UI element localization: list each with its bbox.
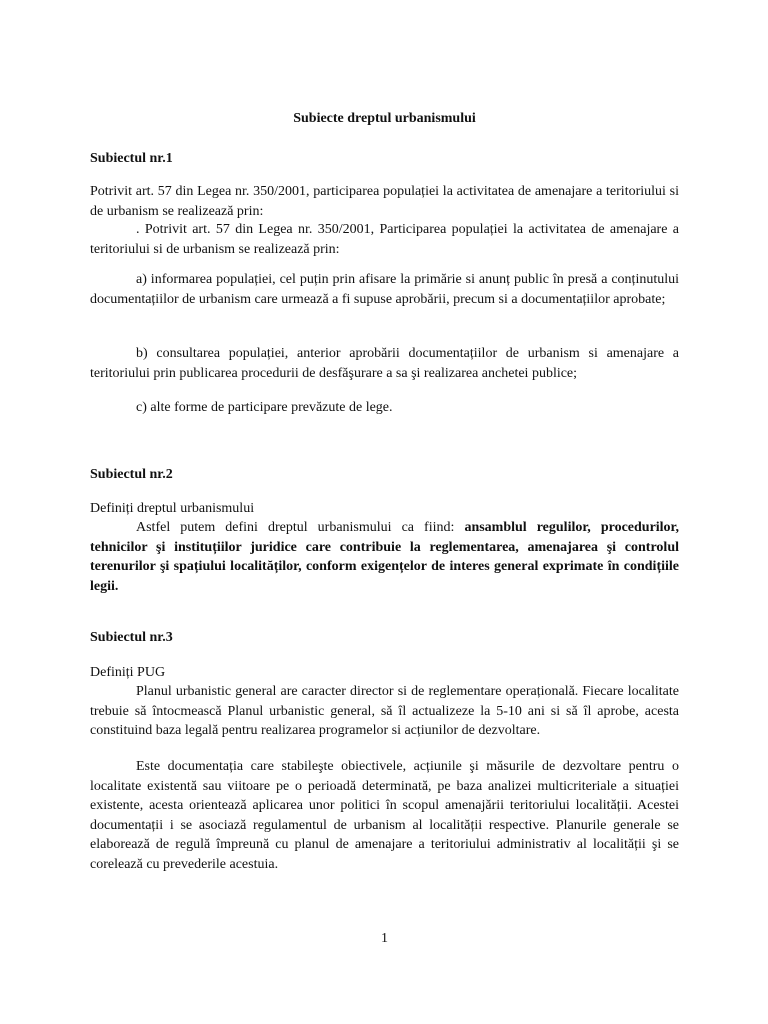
- section-1-repeat: . Potrivit art. 57 din Legea nr. 350/2001, Participarea populației la activitatea de amenajare a teritoriului si de urbanism se realizează prin:: [90, 222, 679, 257]
- section-1-heading: Subiectul nr.1: [90, 151, 173, 166]
- section-3-paragraph-1: Planul urbanistic general are caracter director si de reglementare operațională. Fiecare localitate trebuie să întocmească Planul urbanistic general, să îl actualizeze la 5-10 ani si să îl aprobe, acesta constituind baza legală pentru realizarea programelor si acțiunilor de dezvoltare.: [90, 684, 679, 738]
- section-1-item-b: b) consultarea populației, anterior aprobării documentațiilor de urbanism si amenajare a teritoriului prin publicarea procedurii de desfăşurare a sa şi realizarea anchetei publice;: [90, 346, 679, 381]
- section-2-answer-lead: Astfel putem defini dreptul urbanismului ca fiind:: [136, 520, 465, 535]
- section-2-answer-definition: ansamblul regulilor, procedurilor, tehnicilor şi instituțiilor juridice care contribuie la reglementarea, amenajarea şi controlul terenurilor şi spațiului localităților, conform exigențelor de interes general exprimate în condițiile legii.: [90, 520, 679, 594]
- section-1-item-a: a) informarea populației, cel puțin prin afisare la primărie si anunț public în presă a conținutului documentațiilor de urbanism care urmează a fi supuse aprobării, precum si a documentațiilor aprobate;: [90, 272, 679, 307]
- section-1-item-c: c) alte forme de participare prevăzute de lege.: [136, 400, 393, 415]
- section-2-heading: Subiectul nr.2: [90, 467, 173, 482]
- section-3-heading: Subiectul nr.3: [90, 630, 173, 645]
- section-3-question: Definiți PUG: [90, 665, 166, 680]
- section-2-answer: [90, 518, 679, 596]
- section-1-intro: Potrivit art. 57 din Legea nr. 350/2001, participarea populației la activitatea de amenajare a teritoriului si de urbanism se realizează prin:: [90, 184, 679, 219]
- document-title: Subiecte dreptul urbanismului: [293, 111, 476, 126]
- section-2-question: Definiți dreptul urbanismului: [90, 501, 255, 516]
- page-number: 1: [381, 931, 388, 946]
- section-3-paragraph-2: Este documentația care stabileşte obiectivele, acțiunile şi măsurile de dezvoltare pentru o localitate existentă sau viitoare pe o perioadă determinată, pe baza analizei multicriteriale a situației existente, acesta orientează aplicarea unor politici în scopul amenajării teritoriului localității. Acestei documentații i se asociază regulamentul de urbanism al localității respective. Planurile generale se elaborează de regulă împreună cu planul de amenajare a teritoriului administrativ al localității şi se corelează cu prevederile acestuia.: [90, 759, 679, 872]
